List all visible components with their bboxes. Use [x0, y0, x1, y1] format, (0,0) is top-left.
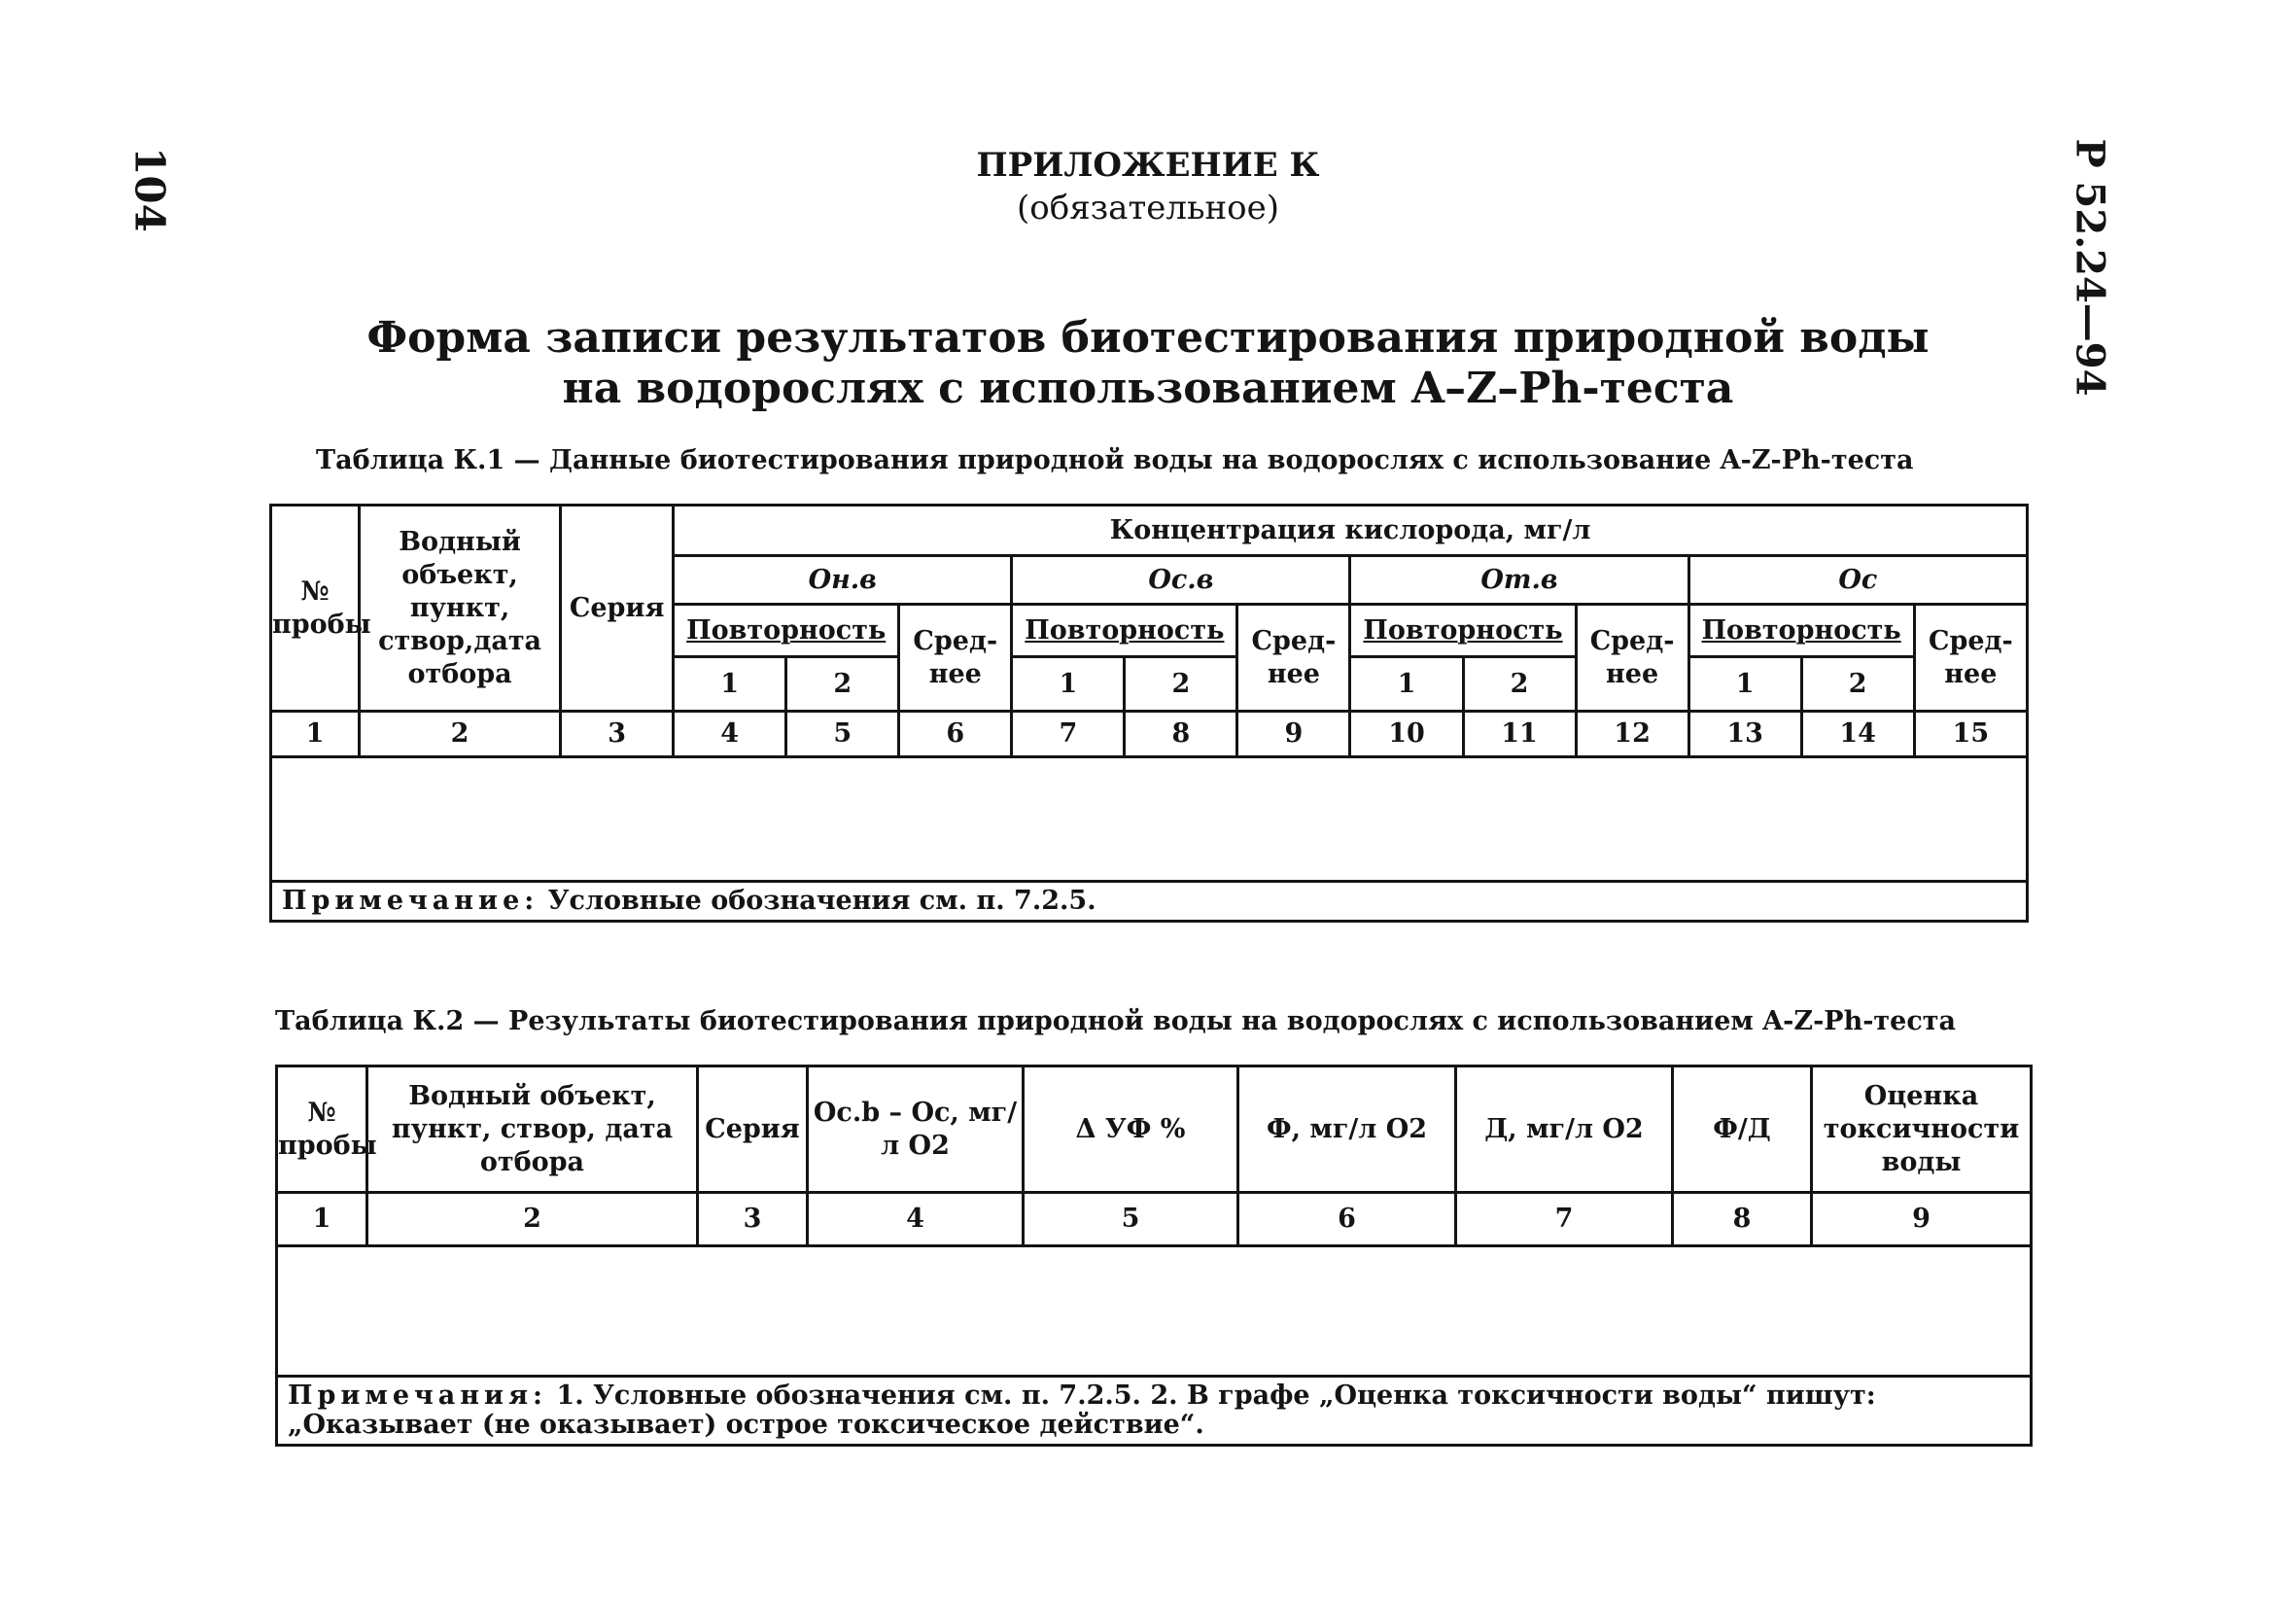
- table2-header-row: [277, 1066, 2032, 1193]
- column-number: 2: [367, 1193, 698, 1246]
- column-number: 7: [1456, 1193, 1673, 1246]
- column-number: 9: [1237, 712, 1350, 757]
- header-f: Ф, мг/л O2: [1238, 1066, 1456, 1193]
- header-average: Сред- нее: [1237, 605, 1350, 712]
- header-average: Сред- нее: [1914, 605, 2027, 712]
- column-number: 7: [1012, 712, 1125, 757]
- header-repeat-2: 2: [1801, 657, 1914, 712]
- header-average: Сред- нее: [1576, 605, 1688, 712]
- column-number: 1: [277, 1193, 367, 1246]
- main-title: [0, 313, 2296, 414]
- table1-note-text: Условные обозначения см. п. 7.2.5.: [547, 886, 1096, 916]
- column-number: 12: [1576, 712, 1688, 757]
- header-d: Д, мг/л O2: [1456, 1066, 1673, 1193]
- table1: [269, 504, 2029, 923]
- header-sample-no: № пробы: [271, 506, 360, 712]
- header-series: Серия: [561, 506, 674, 712]
- column-number: 8: [1673, 1193, 1812, 1246]
- table2-column-numbers: [277, 1193, 2032, 1246]
- table1-note-label: Примечание:: [282, 886, 539, 916]
- document-code: Р 52.24—94: [2067, 138, 2113, 397]
- header-repeat: Повторность: [1688, 605, 1914, 657]
- column-number: 4: [674, 712, 786, 757]
- column-number: 10: [1350, 712, 1463, 757]
- table1-note: [271, 882, 2028, 922]
- column-number: 13: [1688, 712, 1801, 757]
- main-title-line-2: на водорослях с использованием A–Z–Ph-теста: [562, 364, 1734, 413]
- header-repeat-2: 2: [786, 657, 899, 712]
- column-number: 6: [899, 712, 1012, 757]
- header-repeat: Повторность: [1012, 605, 1237, 657]
- table2-note-label: Примечания:: [288, 1381, 547, 1411]
- table1-data-area: [271, 757, 2028, 882]
- header-repeat-2: 2: [1463, 657, 1576, 712]
- appendix-title: ПРИЛОЖЕНИЕ К: [976, 146, 1320, 185]
- header-sample-no: № пробы: [277, 1066, 367, 1193]
- column-number: 4: [808, 1193, 1024, 1246]
- header-oxygen-difference: Oc.b – Oc, мг/л O2: [808, 1066, 1024, 1193]
- header-group-otv: Oт.в: [1350, 556, 1688, 605]
- header-repeat: Повторность: [1350, 605, 1576, 657]
- header-water-object: Водный объект, пункт, створ,дата отбора: [360, 506, 561, 712]
- header-repeat-1: 1: [1688, 657, 1801, 712]
- table2-note: [277, 1377, 2032, 1446]
- column-number: 5: [1024, 1193, 1238, 1246]
- header-series: Серия: [698, 1066, 808, 1193]
- appendix-subtitle: (обязательное): [1016, 189, 1280, 227]
- header-repeat: Повторность: [674, 605, 899, 657]
- column-number: 14: [1801, 712, 1914, 757]
- table2-note-text: 1. Условные обозначения см. п. 7.2.5. 2. В графе „Оценка токсичности воды“ пишут: „Оказывает (не оказывает) острое токсическое действие“.: [288, 1381, 1876, 1440]
- header-f-d-ratio: Ф/Д: [1673, 1066, 1812, 1193]
- table2-data-area: [277, 1246, 2032, 1377]
- table1-caption: Таблица К.1 — Данные биотестирования природной воды на водорослях с использование A-Z-Ph-теста: [316, 445, 1914, 475]
- column-number: 11: [1463, 712, 1576, 757]
- column-number: 5: [786, 712, 899, 757]
- header-delta-uf: Δ УФ %: [1024, 1066, 1238, 1193]
- header-oxygen-concentration: Концентрация кислорода, мг/л: [674, 506, 2028, 556]
- column-number: 2: [360, 712, 561, 757]
- table2-caption: Таблица К.2 — Результаты биотестирования природной воды на водорослях с использованием A-Z-Ph-теста: [275, 1006, 1957, 1036]
- page-number: 104: [125, 147, 174, 232]
- main-title-line-1: Форма записи результатов биотестирования природной воды: [366, 313, 1930, 363]
- column-number: 6: [1238, 1193, 1456, 1246]
- header-group-os: Oс: [1688, 556, 2027, 605]
- column-number: 3: [698, 1193, 808, 1246]
- header-group-osv: Oс.в: [1012, 556, 1350, 605]
- column-number: 3: [561, 712, 674, 757]
- header-repeat-1: 1: [1350, 657, 1463, 712]
- header-toxicity-assessment: Оценка токсичности воды: [1812, 1066, 2032, 1193]
- header-repeat-2: 2: [1125, 657, 1237, 712]
- appendix-heading: [0, 144, 2296, 229]
- header-repeat-1: 1: [1012, 657, 1125, 712]
- table2: [275, 1065, 2033, 1447]
- header-group-onv: Oн.в: [674, 556, 1012, 605]
- column-number: 9: [1812, 1193, 2032, 1246]
- column-number: 8: [1125, 712, 1237, 757]
- column-number: 1: [271, 712, 360, 757]
- header-water-object: Водный объект, пункт, створ, дата отбора: [367, 1066, 698, 1193]
- table1-column-numbers: [271, 712, 2028, 757]
- header-repeat-1: 1: [674, 657, 786, 712]
- column-number: 15: [1914, 712, 2027, 757]
- header-average: Сред- нее: [899, 605, 1012, 712]
